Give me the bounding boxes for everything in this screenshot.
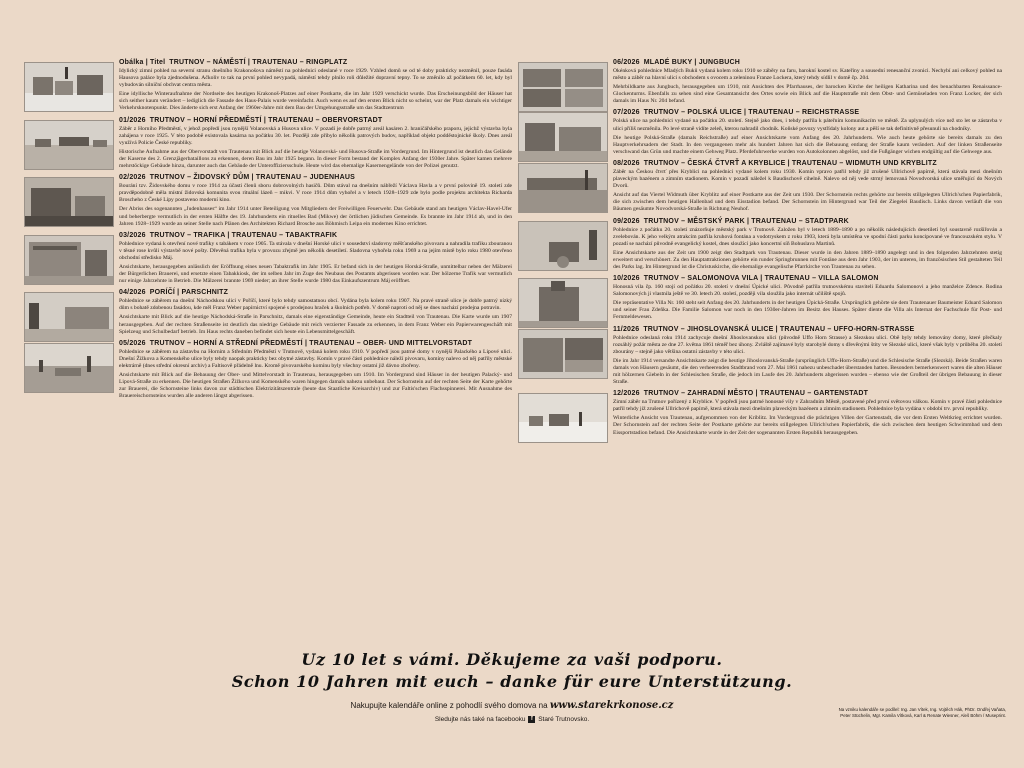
entry-month-code: 04/2026 <box>119 289 146 297</box>
entry-month-code: 10/2026 <box>613 275 640 283</box>
postcard-thumbnail <box>518 112 608 162</box>
entry-text-czech: Záběr z Horního Předměstí, v jehož popředí jsou nynější Volanovská a Husova ulice. V pozadí je dobře patrný areál kasáren 2. hraničářského praporu, jejichž výstavba byla zahájena v roce 1925. V této podobě existovala kasárna na počátku 30. let. Později zde přibylo několik patrových budov, například objekt podděstojnické školy. Dnes areál využívá Policie České republiky. <box>119 125 512 146</box>
entry-heading: MLADÉ BUKY | JUNGBUCH <box>643 59 740 66</box>
calendar-entry <box>24 288 512 335</box>
postcard-thumbnail <box>24 62 114 112</box>
entry-text-czech: Idylický zimní pohled na severní stranu dnešního Krakonošova náměstí na pohlednici odeslané v roce 1929. Vzhled domů se od té doby prakticky nezměnil, pouze fasáda Hausova paláce byla zjednodušena. Ačkoliv to tak na první pohled nevypadá, náměstí tehdy plnilo roli důležité dopravní tepny. To se změnilo až počátkem 60. let, kdy byl vybudován silniční obchvat centra města. <box>119 68 512 89</box>
entry-title <box>613 217 1002 227</box>
entry-heading: PORÍČÍ | PARSCHNITZ <box>149 289 229 297</box>
entry-month-code: 03/2026 <box>119 231 146 239</box>
postcard-thumbnail <box>518 278 608 328</box>
entry-month-code: 12/2026 <box>613 390 640 398</box>
calendar-entry <box>24 58 512 113</box>
entry-title <box>119 339 512 349</box>
postcard-thumbnail <box>24 177 114 227</box>
entry-text-german: Ansichtskarte, herausgegeben anlässlich der Eröffnung eines neuen Tabaktrafik im Jahr 1905. Er befand sich in der heutigen Horská-Straße, unmittelbar neben der Mälzerei der Bürgerlichen Brauerei, und ersetzte einen Tabakkiosk, der im selben Jahr im Zuge des Neubaus des Postamts abgerissen worden war. Der hölzerne Trafik war vermutlich nur einige Jahrzehnte in Betrieb. Die Mälzerei brannte 1969 nieder; an ihrer Stelle wurde 1980 das Einkaufszentrum Máj eröffnet. <box>119 263 512 285</box>
shop-text: Nakupujte kalendáře online z pohodlí svého domova na <box>350 701 548 710</box>
credits-line: Na vzniku kalendáře se podílel: Ing. Jan Vítek, Ing. Vojtěch Hák, PhDr. Ondřej Vaňata, <box>838 707 1006 712</box>
entry-title <box>119 58 512 68</box>
entry-text-german: Ansicht auf das Viertel Widmuth über Kryblitz auf einer Postkarte aus der Zeit um 1930. Der Schornstein rechts gehörte zur bereits stillgelegten Ullrich'schen Papierfabrik, die sich zwischen dem heutigen Hallenbad und dem Eisstadion befand. Der Schornstein im Hintergrund war Teil der Ziegelei Baudisch. Links davon verläuft die von Bäumen gesäumte Novodvorská-Straße in Richtung Neuhof. <box>613 192 1002 213</box>
entry-title <box>613 389 1002 399</box>
calendar-entry <box>24 116 512 171</box>
facebook-page-name[interactable]: Staré Trutnovsko. <box>538 716 590 724</box>
entry-title <box>613 58 1002 68</box>
entry-text-german: Die repräsentative Villa Nr. 160 steht seit Anfang des 20. Jahrhunderts in der heutigen Úpická-Straße. Ursprünglich gehörte sie dem Trautenauer Baumeister Eduard Salomon und seiner Frau Zdeňka. Die Familie Salomon war noch in den 1930er-Jahren im Besitz des Hauses. Später diente die Villa als Internat der Fachschule für Post- und Fernmeldewesen. <box>613 300 1003 321</box>
entry-text-czech: Pohlednice vydaná k otevření nové trafiky s tabákem v roce 1905. Ta stávala v dnešní Horské ulici v sousedství sladovny měšťanského pivovaru a nahradila trafiku zbouranou v těsné rose kvůli výstavbě nové pošty. Dřevěná trafika byla v provozu zřejmě jen několik desetiletí. Sladovna vyhořela roku 1969 a na jejím místě bylo roku 1980 otevřeno obchodní středisko Máj. <box>119 240 512 261</box>
left-column <box>24 58 512 403</box>
calendar-entry <box>24 339 512 401</box>
shop-url-link[interactable]: www.starekrkonose.cz <box>549 700 674 711</box>
entry-title <box>613 325 1002 335</box>
facebook-icon: f <box>528 716 535 723</box>
entry-text-german: Ansichtskarte mit Blick auf die heutige Náchodská-Straße in Parschnitz, damals eine eigenständige Gemeinde, heute ein Stadtteil von Trautenau. Die Karte wurde um 1907 herausgegeben. Auf der rechten Straßenseite ist deutlich das niedrige Gebäude mit reich verzierter Fassade zu erkennen, in dem Franz Weber ein Papierwarengeschäft mit Spielzeug und Schulbedarf betrieb. Im Haus rechts daneben befindet sich heute ein Lebensmittelgeschäft. <box>119 314 512 335</box>
postcard-thumbnail <box>518 221 608 271</box>
calendar-entry <box>518 159 1002 214</box>
entry-text-czech: Honosná vila čp. 160 stojí od počátku 20. století v dnešní Úpické ulici. Původně patřila trutnovskému staviteli Eduardu Salomonovi a jeho manželce Zdence. Rodina Salomonových ji vlastnila ještě ve 30. letech 20. století, později vila sloužila jako internát učiliště spojů. <box>613 284 1002 298</box>
entry-heading: TRUTNOV – ZAHRADNÍ MĚSTO | TRAUTENAU – GARTENSTADT <box>643 390 869 398</box>
entry-heading: TRUTNOV – TRAFIKA | TRAUTENAU – TABAKTRAFIK <box>149 231 338 239</box>
entry-heading: TRUTNOV – HORNÍ PŘEDMĚSTÍ | TRAUTENAU – OBERVORSTADT <box>149 116 383 124</box>
entry-title <box>613 274 1002 284</box>
postcard-thumbnail <box>518 163 608 213</box>
entry-title <box>119 231 512 241</box>
slogan-czech: Uz 10 let s vámi. Děkujeme za vaši podporu. <box>301 650 723 669</box>
calendar-entry <box>518 274 1002 321</box>
postcard-thumbnail <box>518 329 608 379</box>
entry-title <box>119 288 512 298</box>
facebook-text: Sledujte nás také na facebooku <box>434 716 526 724</box>
entry-title <box>613 159 1002 169</box>
entry-text-czech: Bourání tzv. Židovského domu v roce 1914 za účasti členů sboru dobrovolných hasičů. Dům stával na dnešním nábřeží Václava Havla a v první polovině 19. století zde pravděpodobně měla místní židovská komunita svou rituální lázeň – mikvi. V roce 1914 dům vyhořel a v letech 1928–1929 zde bylo podle projektu architekta Richarda Broscheho z České Lípy postaveno moderní kino. <box>119 183 512 204</box>
entry-month-code: 09/2026 <box>613 217 640 225</box>
entry-month-code: 06/2026 <box>613 59 640 66</box>
slogan-german: Schon 10 Jahren mit euch – danke für eure Unterstützung. <box>231 672 793 691</box>
entry-text-german: Der Abriss des sogenannten „Judenhauses“ im Jahr 1914 unter Beteiligung von Mitgliedern der Freiwilligen Feuerwehr. Das Gebäude stand am heutigen Václav-Havel-Ufer und beherbergte vermutlich in der ersten Hälfte des 19. Jahrhunderts ein rituelles Bad (Mikwe) der örtlichen jüdischen Gemeinde. Es brannte im Jahr 1914 ab, und in den Jahren 1928–1929 wurde an seiner Stelle nach Plänen des Architekten Richard Brosche aus Böhmisch Leipa ein modernes Kino errichtet. <box>119 206 512 227</box>
entry-month-code: 05/2026 <box>119 339 146 347</box>
entry-heading: TRUTNOV – HORNÍ A STŘEDNÍ PŘEDMĚSTÍ | TRAUTENAU – OBER- UND MITTELVORSTADT <box>149 339 473 347</box>
entry-title <box>119 173 512 183</box>
entry-text-german: Eine Ansichtskarte aus der Zeit um 1900 zeigt den Stadtpark von Trautenau. Dieser wurde in den Jahren 1889–1890 angelegt und in den folgenden Jahrzehnten stetig erweitert und verschönert. Zu den Hauptattraktionen gehörte ein runder Springbrunnen mit Fontäne aus dem Jahr 1903, der im unteren, im französischen Stil gestalteten Teil des Parks lag. Im Hintergrund ist die Christuskirche, die ehemalige evangelische Pfarrkirche von Trautenau zu sehen. <box>613 249 1002 270</box>
entry-text-czech: Zimní záběr na Trutnov pořízený z Kryblice. V popředí jsou patrné honosné vily v Zahradním Městě, postavené před první světovou válkou. Komín v pravé části pohlednice patřil tehdy již zrušené Ullrichově papírně, která stávala mezi dnešním plaveckým bazénem a zimním stadionem. Pohlednice byla vydána v období trv. první republiky. <box>613 399 1002 413</box>
postcard-thumbnail <box>24 235 114 285</box>
entry-text-czech: Pohlednice z počátku 20. století znázorňuje městský park v Trutnově. Založen byl v letech 1889–1890 a po několik následujících desetiletí byl soustavně rozšiřován a zvelebován. K jeho velkým atrakcím patřila kruhová fontána a vodotryskem z roku 1903, která byla umístěna ve spodní části parku koncipované ve francouzském stylu. V pozadí se nachází původně evangelický kostel, dnes sloužící jako koncertní síň Bohuslava Martinů. <box>613 226 1002 247</box>
calendar-entry <box>518 217 1002 272</box>
entry-heading: TRUTNOV – POLSKÁ ULICE | TRAUTENAU – REICHSTRASSE <box>643 109 860 117</box>
entry-heading: TRUTNOV – MĚSTSKÝ PARK | TRAUTENAU – STADTPARK <box>643 217 849 225</box>
calendar-entry <box>24 173 512 228</box>
entry-text-german: Die heutige Polská-Straße (damals Reichstraße) auf einer Ansichtskarte vom Anfang des 20. Jahrhunderts. Wie auch heute gehörte sie bereits damals zu den Hauptverkehrsadern der Stadt. In den vergangenen mehr als hundert Jahren hat sich die Bebauung entlang der Straße kaum verändert. Auf der linken Straßenseite verschwand das Grün und machte einem Gehweg Platz. Pferdefuhrwerke wurden von Autokolonnen abgelöst, und die Fußgänger wichen endgültig auf die Gehwege aus. <box>613 134 1002 155</box>
entry-text-czech: Pohlednice se záběrem na dnešní Náchodskou ulici v Poříčí, které bylo tehdy samostatnou obcí. Vydána byla kolem roku 1907. Na pravé straně ulice je dobře patrný nízký dům s bohatě zdobenou fasádou, kde měl Franz Weber papírnictví spojené s prodejnou hraček a školních potřeb. V domě naproti od něj se dnes nachází prodejna potravin. <box>119 298 512 312</box>
right-column <box>518 58 1002 440</box>
postcard-thumbnail <box>518 62 608 112</box>
entry-title <box>119 116 512 126</box>
entry-text-czech: Okénková pohlednice Mladých Buků vydaná kolem roku 1910 se záběry na faru, barokní kostel sv. Kateřiny a sousední renesanční zvonici. Nechybí ani celkový pohled na město a záběr na hlavní ulici s obchodem s ovocem a zeleninou Franze Lockera, který tehdy sídlil v domě čp. 204. <box>613 68 1002 82</box>
entry-text-czech: Pohlednice se záběrem na zástavbu na Horním a Středním Předměstí v Trutnově, vydaná kolem roku 1910. V popředí jsou patrné domy v nynější Palackého a Lipové ulici. Dnešní Žižkova a Komenského ulice byly tehdy naopak prakticky bez obytné zástavby. Komín v pravé části pohlednice náleží pivovaru, komíny nalevo od něj patřily městské elektrárně (dnes střední okresní archiv) a Faltisově přádelně lnu. Kromě pivovarského komínu byly všechny ostatní již dávno zbořeny. <box>119 348 512 369</box>
entry-month-code: 07/2026 <box>613 109 640 117</box>
entry-text-czech: Pohlednice odeslaná roku 1914 zachycuje dnešní Jihoslovanskou ulici (původně Uffo Horn Strasse) a Slezskou ulici. Obě byly tehdy lemovány domy, které přečkaly rozsáhlý požár města ze dne 27. května 1861 téměř bez úhony. Zvláště zajímavé byly starobylé domy s dřevěnými štíty ve Slezské ulici, které však byly v průběhu 20. století zbourány – stejně jako většina ostatní zástavby v této ulici. <box>613 334 1002 355</box>
entry-month-code: 01/2026 <box>119 116 146 124</box>
calendar-entry <box>518 58 1002 105</box>
postcard-thumbnail <box>24 120 114 170</box>
calendar-entry <box>24 231 512 286</box>
entry-month-code: 08/2026 <box>613 159 640 167</box>
credits <box>786 707 1006 719</box>
entry-month-code: 02/2026 <box>119 174 146 182</box>
calendar-entry <box>518 108 1002 155</box>
entry-month-code: 11/2026 <box>613 325 640 333</box>
calendar-entry <box>518 325 1002 387</box>
postcard-thumbnail <box>24 343 114 393</box>
entry-text-german: Mehrbildkarte aus Jungbuch, herausgegeben um 1910, mit Ansichten des Pfarrhauses, der barocken Kirche der heiligen Katharina und des benachbarten Renaissance-Glockenturms. Ebenfalls zu sehen sind eine Gesamtansicht des Ortes sowie ein Blick auf die Hauptstraße mit dem Obst- und Gemüseladen von Franz Locker, der sich damals im Haus Nr. 204 befand. <box>613 84 1002 105</box>
entry-heading: TRUTNOV – ŽIDOVSKÝ DŮM | TRAUTENAU – JUDENHAUS <box>149 174 355 182</box>
postcard-thumbnail <box>24 292 114 342</box>
entry-heading: TRUTNOV – NÁMĚSTÍ | TRAUTENAU – RINGPLATZ <box>169 59 348 66</box>
entry-heading: TRUTNOV – SALOMONOVA VILA | TRAUTENAU – VILLA SALOMON <box>643 275 879 283</box>
entry-text-german: Ansichtskarte mit Blick auf die Bebauung der Ober- und Mittelvorstadt in Trautenau, herausgegeben um 1910. Im Vordergrund sind Häuser in der heutigen Palacký- und Lipová-Straße zu erkennen. Die heutigen Straßen Žižkova und Komenského waren hingegen damals nahezu unbebaut. Der Schornstein auf der rechten Seite der Karte gehörte zur Brauerei, die Schornsteine links davon zur städtischen Elektrizitätszentrale (heute das Staatliche Kreisarchiv) und zur Faltis'schen Flachsspinnerei. Mit Ausnahme des Brauereischornsteins wurden alle anderen längst abgerissen. <box>119 372 512 400</box>
postcard-thumbnail <box>518 393 608 443</box>
entry-text-czech: Záběr na Českou čtvrť přes Kryblici na pohlednici vydané kolem roku 1930. Komín vpravo patřil tehdy již zrušené Ullrichově papírně, která stávala mezi dnešním plaveckým bazénem a zimním stadionem. Komín v pozadí náležel k Baudischově cihelně. Nalevo od něj vede strmý lemovaná Novodvorská ulice směřující do Nových Dvorů. <box>613 168 1002 190</box>
entry-text-czech: Polská ulice na pohlednici vydané na počátku 20. století. Stejně jako dnes, i tehdy patřila k páteřním komunikacím ve městě. Za uplynulých více než sto let se zástavba v ulici příliš nezměnila. Po levé straně vidíte zeleň, kterou nahradil chodník. Koňské povozy vystřídaly kolony aut a pěší se tak definitivně přesunuli na chodníky. <box>613 118 1002 132</box>
credits-line: Peter Stüchelin, Mgr. Kamila Vítková, Karl & Renate Wiesner, Aleš Böhm / Museprint. <box>840 713 1006 718</box>
entry-heading: TRUTNOV – ČESKÁ ČTVRŤ A KRYBLICE | TRAUTENAU – WIDMUTH UND KRYBLITZ <box>643 159 937 167</box>
entry-title <box>613 108 1002 118</box>
entry-text-german: Eine idyllische Winteraufnahme der Nordseite des heutigen Krakonoš-Platzes auf einer Postkarte, die im Jahr 1929 verschickt wurde. Das Erscheinungsbild der Häuser hat sich seither kaum verändert – lediglich die Fassade des Haus-Palais wurde vereinfacht. Auch wenn es auf den ersten Blick nicht so scheint, war der Platz damals ein wichtiger Verkehrsknotenpunkt. Dies änderte sich erst Anfang der 1960er-Jahre mit dem Bau der Umgehungsstraße um das Stadtzentrum <box>119 91 512 112</box>
entry-month-code: Obálka | Titel <box>119 59 166 66</box>
entry-heading: TRUTNOV – JIHOSLOVANSKÁ ULICE | TRAUTENAU – UFFO-HORN-STRASSE <box>643 325 915 333</box>
entry-text-german: Die im Jahr 1914 versandte Ansichtskarte zeigt die heutige Jihoslovanská-Straße (ursprünglich Uffo-Horn-Straße) und die Schlesische Straße (Slezská). Beide Straßen waren damals von Häusern gesäumt, die den verheerenden Stadtbrand vom 27. Mai 1861 nahezu unbeschadet überstanden hatten. Besonders bemerkenswert waren die alten Häuser mit hölzernen Giebeln in der Schlesischen Straße, die jedoch im Laufe des 20. Jahrhunderts abgerissen wurden – ebenso wie der Großteil der übrigen Bebauung in dieser Straße. <box>613 357 1002 386</box>
entry-text-german: Historische Aufnahme aus der Obervorstadt von Trautenau mit Blick auf die heutige Volanovská- und Husova-Straße im Vordergrund. Im Hintergrund ist deutlich das Gelände der Kaserne des 2. Grenzjägerbataillons zu erkennen, deren Bau im Jahr 1925 begann. In dieser Form bestand der Komplex Anfang der 1930er Jahre. Später kamen mehrere mehrstöckige Gebäude hinzu, darunter auch das Gebäude der Unteroffiziersschule. Heute wird das ehemalige Kasernengelände von der Polizei genutzt. <box>119 148 512 170</box>
calendar-entry <box>518 389 1002 436</box>
entry-text-german: Winterliche Ansicht von Trautenau, aufgenommen von der Kriblitz. Im Vordergrund die prächtigen Villen der Gartenstadt, die vor dem Ersten Weltkrieg errichtet wurden. Der Schornstein auf der rechten Seite der Postkarte gehörte zur bereits stillgelegten Ullrich'schen Papierfabrik, die sich zwischen dem heutigen Schwimmbad und dem Eissportstadion befand. Die Ansichtskarte wurde in der Zeit der sogenannten Ersten Republik herausgegeben. <box>613 415 1002 436</box>
